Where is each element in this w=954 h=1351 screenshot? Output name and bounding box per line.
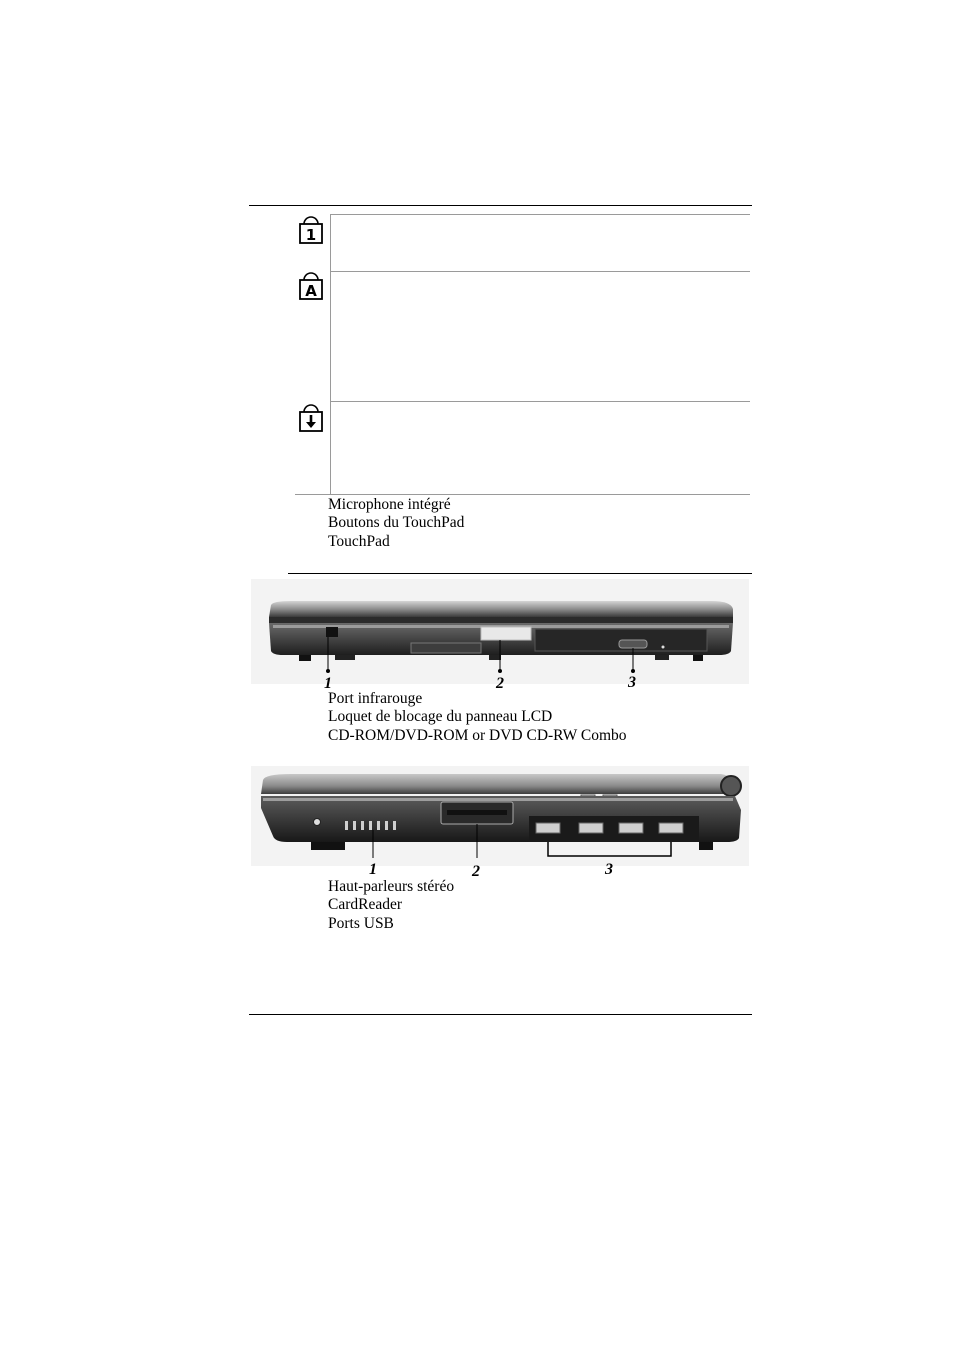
list-item-usb-ports: Ports USB (328, 915, 394, 932)
list-item-card-reader: CardReader (328, 896, 403, 913)
scroll-lock-icon (299, 403, 323, 433)
num-lock-icon (299, 215, 323, 245)
list-item-stereo-speakers: Haut-parleurs stéréo (328, 878, 455, 895)
section-rule (288, 573, 752, 574)
callout-number: 1 (324, 675, 332, 692)
callout-number: 2 (496, 675, 504, 692)
list-item-optical-drive: CD-ROM/DVD-ROM or DVD CD-RW Combo (328, 727, 627, 744)
caps-lock-glyph: A (305, 282, 317, 300)
list-item-touchpad-buttons: Boutons du TouchPad (328, 514, 465, 531)
num-lock-glyph: 1 (305, 226, 317, 244)
laptop-side-view-photo (251, 766, 749, 866)
caps-lock-icon (299, 271, 323, 301)
callout-number: 2 (472, 863, 480, 880)
callout-number: 3 (605, 861, 613, 878)
list-item-lcd-latch: Loquet de blocage du panneau LCD (328, 708, 553, 725)
table-rule (330, 271, 750, 272)
top-rule (249, 205, 752, 206)
callout-number: 3 (628, 674, 636, 691)
bottom-rule (249, 1014, 752, 1015)
list-item-touchpad: TouchPad (328, 533, 390, 550)
list-item-infrared-port: Port infrarouge (328, 690, 423, 707)
laptop-front-view-photo (251, 579, 749, 684)
list-item-microphone: Microphone intégré (328, 496, 451, 513)
table-column-divider (330, 214, 331, 494)
table-rule (330, 214, 750, 215)
table-rule (295, 494, 750, 495)
callout-number: 1 (369, 861, 377, 878)
table-rule (330, 401, 750, 402)
